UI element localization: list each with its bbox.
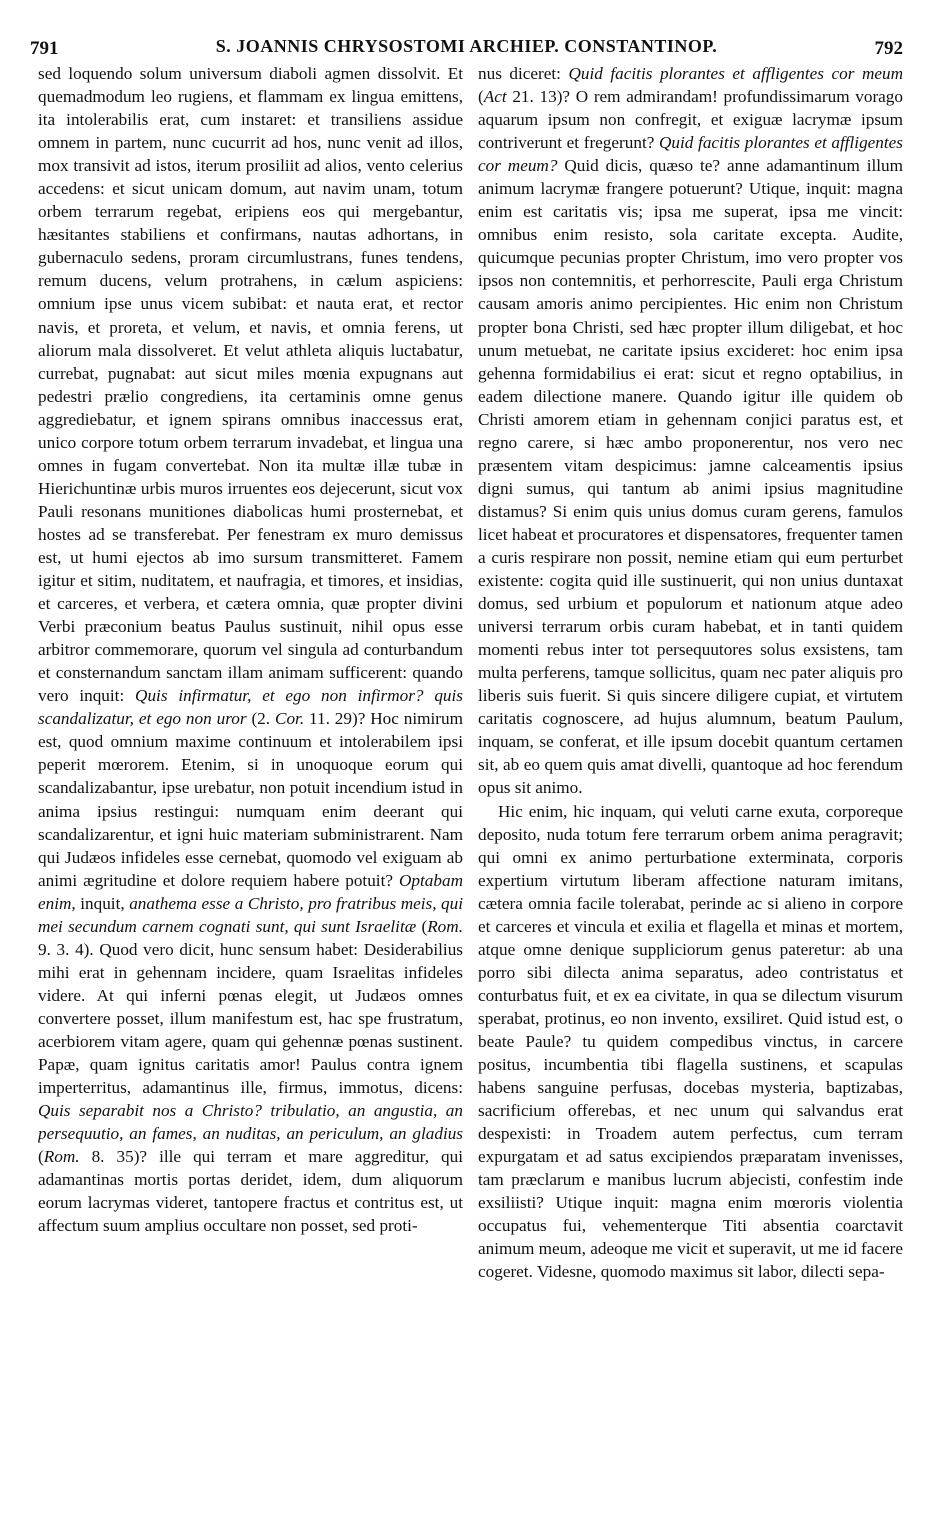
text-column-right bbox=[478, 62, 903, 1522]
paragraph bbox=[478, 62, 903, 800]
text-column-left bbox=[38, 62, 463, 1522]
italic-text-segment: Optabam enim, bbox=[38, 870, 463, 913]
italic-text-segment: Act bbox=[483, 87, 507, 107]
text-segment: Hic enim, hic inquam, qui veluti carne exuta, corporeque deposito, nuda totum fere terrarum orbem anima peragravit; qui omni ex animo perturbatione exterminata, corporis expertium virtutum liberam affectione naturam imitans, cætera omnia facile tolerabat, perinde ac si alieno in corpore et carceres et vincula et exilia et flagella et minas et mortem, atque omne denique suppliciorum genus pateretur: ab una porro sibi dilecta anima separatus, adeo contristatus et conturbatus fuit, et ex ea civitate, in qua se dilectum visurum sperabat, protinus, eo non invento, exsiliret. Quid istud est, o beate Paule? tu quidem compedibus vinctus, in carcere positus, incumbentia tibi flagella sustinens, et scapulas habens sanguine perfusas, docebas mysteria, baptizabas, sacrificium offerebas, et nec unum qui salvandus erat despexisti: in Troadem autem perfectus, cum terram expurgatam et ad satus excipiendos præparatam invenisses, tam præclarum e manibus lucrum abjecisti, confestim inde exsiliisti? Utique inquit: magna enim mœroris violentia occupatus fui, vehementerque Titi absentia coarctavit animum meum, adeoque me vicit et superavit, ut me id facere cogeret. Videsne, quomodo maximus sit labor, dilecti sepa- bbox=[478, 801, 903, 1282]
text-segment: 8. 35)? ille qui terram et mare aggreditur, qui adamantinas mortis portas deridet, idem, dum aliquorum eorum lacrymas videret, tantopere fractus et contritus est, ut affectum suum amplius occultare non posset, sed proti- bbox=[38, 1147, 463, 1236]
text-segment: sed loquendo solum universum diaboli agmen dissolvit. Et quemadmodum leo rugiens, et flammam ex lingua emittens, ita intolerabilis erat, cum instaret: et transiliens assidue omnem in partem, nunc cucurrit ad hos, nunc venit ad illos, mox transivit ad istos, iterum prosiliit ad alios, vento celerius accedens: et sicut unicam domum, aut navim unam, totum orbem terrarum regebat, eripiens eos qui mergebantur, hæsitantes stabiliens et confirmans, nautas adhortans, in gubernaculo sedens, proram circumlustrans, funes tendens, remum ducens, velum protrahens, in cælum aspiciens: omnium ipse unus vicem subibat: et nauta erat, et rector navis, et proreta, et velum, et navis, et omnia ferens, ut aliorum mala dissolveret. Et velut athleta aliquis luctabatur, currebat, pugnabat: aut sicut miles mœnia expugnans aut pedestri prælio congrediens, ita certaminis omne genus aggrediebatur, et ignem spirans omnibus inaccessus erat, unico corpore totum orbem terrarum invadebat, et lingua una omnes in fugam convertebat. Non ita multæ illæ tubæ in Hierichuntinæ urbis muros irruentes eos dejecerunt, sicut vox Pauli resonans munitiones diabolicas humi prosternebat, et hostes ad se transferebat. Per fenestram ex muro demissus est, ut humi ejectos ab imo sursum transmitteret. Famem igitur et sitim, nuditatem, et naufragia, et timores, et insidias, et carceres, et verbera, et cætera omnia, quæ propter divini Verbi præconium beatus Paulus sustinuit, nihil opus esse arbitror commemorare, quorum vel singula ad conturbandum et consternandum sanctam illam animam sufficerent: quando vero inquit: bbox=[38, 64, 463, 706]
running-header bbox=[30, 30, 903, 60]
italic-text-segment: Rom. bbox=[427, 916, 463, 936]
text-segment: (2. bbox=[246, 709, 275, 729]
page-number-left: 791 bbox=[30, 38, 59, 59]
italic-text-segment: Quid facitis plorantes et affligentes cor meum bbox=[568, 64, 903, 83]
text-segment: inquit, bbox=[75, 893, 130, 913]
italic-text-segment: Quid facitis plorantes et affligentes cor meum? bbox=[478, 133, 903, 176]
italic-text-segment: Rom. bbox=[43, 1147, 80, 1167]
text-segment: nus diceret: bbox=[478, 64, 569, 83]
italic-text-segment: Quis separabit nos a Christo? tribulatio, an angustia, an persequutio, an fames, an nuditas, an periculum, an gladius bbox=[38, 1101, 463, 1144]
text-segment: ( bbox=[478, 87, 484, 107]
paragraph bbox=[478, 800, 903, 1284]
italic-text-segment: anathema esse a Christo, pro fratribus meis, qui mei secundum carnem cognati sunt, qui sunt Israelitæ bbox=[38, 893, 463, 936]
text-segment: Quid dicis, quæso te? anne adamantinum illum animum lacrymæ frangere potuerunt? Utique, inquit: magna enim est caritatis vis; ipsa me superat, ipsa me vincit: omnibus enim resisto, sola caritate excepta. Audite, quicumque pecunias propter Christum, imo vero propter vos ipsos non contemnitis, et perhorrescite, Pauli erga Christum causam amoris animo percipientes. Hic enim non Christum propter bona Christi, sed hæc propter illum diligebat, et hoc unum metuebat, ne caritate ipsius excideret: hoc enim ipsa gehenna formidabilius ei erat: sicut et regno optabilius, in eadem dilectione manere. Quando igitur ille quidem ob Christi amorem etiam in gehennam conjici paratus est, et regno carere, si hæc ambo proponerentur, nos vero nec præsentem vitam despicimus: jamne calceamentis ipsius digni sumus, qui tantum ab animi ipsius magnitudine distamus? Si enim quis unius domus curam gerens, famulos licet habeat et procuratores et dispensatores, frequenter tamen a curis respirare non possit, nemine etiam qui eum perturbet existente: cogita quid ille sustinuerit, qui non unius duntaxat domus, sed urbium et populorum et nationum atque adeo universi terrarum orbis curam habebat, et in tanti quidem momenti rebus inter tot persequutores solus exsistens, tam multa perferens, tamque sollicitus, quam nec pater aliquis pro liberis suis fuerit. Si quis sincere diligere cupiat, et virtutem caritatis cognoscere, ad hujus alumnum, beatum Paulum, inquam, se conferat, et ille ipsum docebit quantum certamen sit, ab eo quem quis amat divelli, quantoque ad hoc ferendum opus sit animo. bbox=[478, 156, 903, 798]
text-segment: 9. 3. 4). Quod vero dicit, hunc sensum habet: Desiderabilius mihi erat in gehennam incidere, quam Israelitas infideles videre. At qui inferni pœnas elegit, ut Judæos omnes convertere posset, illum manifestum est, hac spe frustratum, acerbiorem vitam agere, quam qui gehennæ pœnas sustinent. Papæ, quam ignitus caritatis amor! Paulus contra ignem imperterritus, adamantinus ille, firmus, immotus, dicens: bbox=[38, 939, 463, 1098]
text-segment: 11. 29)? Hoc nimirum est, quod omnium maxime continuum et intolerabilem ipsi peperit mœrorem. Etenim, si in unoquoque eorum qui scandalizabantur, ipse urebatur, non potuit incendium istud in anima ipsius restingui: numquam enim deerant qui scandalizarentur, et igni huic materiam subministrarent. Nam qui Judæos infideles esse cernebat, quomodo vel exiguam ab animi ægritudine et dolore requiem habere potuit? bbox=[38, 709, 463, 890]
italic-text-segment: Quis infirmatur, et ego non infirmor? quis scandalizatur, et ego non uror bbox=[38, 686, 463, 729]
italic-text-segment: Cor. bbox=[274, 709, 305, 729]
running-title: S. JOANNIS CHRYSOSTOMI ARCHIEP. CONSTANTINOP. bbox=[215, 36, 718, 56]
text-segment: 21. 13)? O rem admirandam! profundissimarum vorago aquarum ipsum non confregit, et exiguæ lacrymæ ipsum contriverunt et fregerunt? bbox=[478, 87, 903, 153]
text-segment: ( bbox=[416, 916, 428, 936]
page-number-right: 792 bbox=[874, 38, 903, 59]
paragraph bbox=[38, 62, 463, 1237]
text-segment: ( bbox=[38, 1147, 44, 1167]
